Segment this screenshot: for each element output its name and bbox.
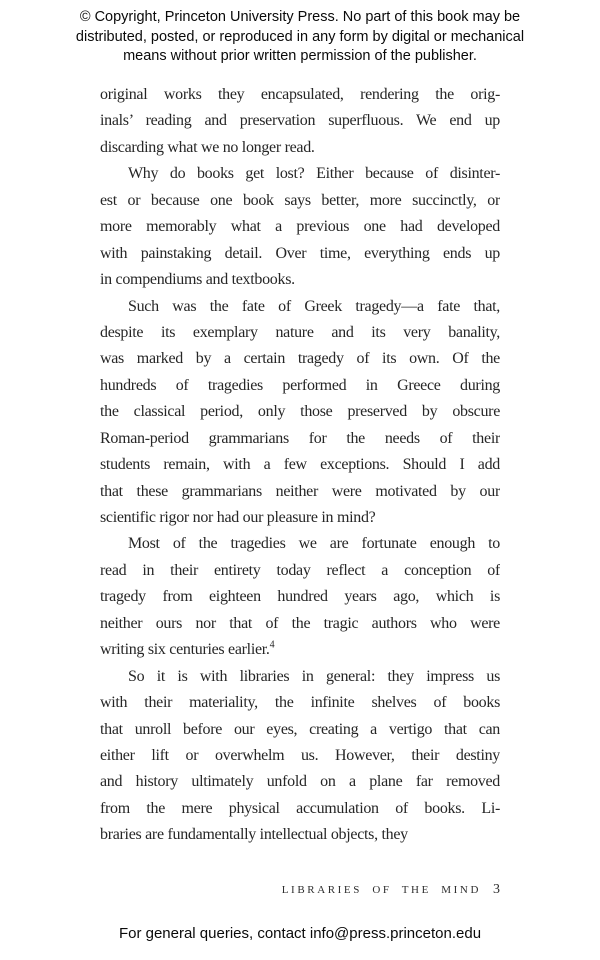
text-line: original works they encapsulated, rendering the orig-	[100, 86, 500, 103]
body-text	[100, 82, 500, 849]
text-line: that unroll before our eyes, creating a vertigo that can	[100, 720, 500, 738]
text-line: either lift or overwhelm us. However, their destiny	[100, 746, 500, 764]
text-line: neither ours nor that of the tragic authors who were	[100, 614, 500, 632]
text-line: writing six centuries earlier.$^4$	[100, 639, 275, 659]
text-line: Why do books get lost? Either because of disinter-	[128, 165, 500, 183]
text-line: in compendiums and textbooks.	[100, 271, 295, 289]
text-line: with their materiality, the infinite shelves of books	[100, 694, 500, 712]
text-line: inals’ reading and preservation superfluous. We end up	[100, 112, 500, 130]
footnote-reference: 4	[269, 639, 275, 651]
text-line: scientific rigor nor had our pleasure in mind?	[100, 509, 376, 526]
paragraph	[100, 664, 500, 849]
text-line: read in their entirety today reflect a conception of	[100, 561, 500, 579]
text-line: Most of the tragedies we are fortunate enough to	[128, 535, 500, 553]
text-line: was marked by a certain tragedy of its own. Of the	[100, 350, 500, 368]
paragraph	[100, 294, 500, 532]
text-line: braries are fundamentally intellectual objects, they	[100, 826, 408, 844]
paragraph	[100, 161, 500, 293]
text-line: Roman-period grammarians for the needs of their	[100, 429, 500, 447]
text-line: discarding what we no longer read.	[100, 138, 315, 156]
text-line: Such was the fate of Greek tragedy—a fate that,	[128, 297, 500, 315]
text-line: that these grammarians neither were motivated by our	[100, 482, 500, 500]
text-line: and history ultimately unfold on a plane far removed	[100, 773, 500, 791]
text-line: tragedy from eighteen hundred years ago, which is	[100, 588, 500, 606]
text-line: despite its exemplary nature and its very banality,	[100, 323, 500, 341]
running-footer	[100, 880, 500, 898]
copyright-line: © Copyright, Princeton University Press. No part of this book may be	[79, 9, 521, 25]
text-line: est or because one book says better, more succinctly, or	[100, 191, 500, 209]
text-line: hundreds of tragedies performed in Greece during	[100, 376, 500, 394]
footer-query: For general queries, contact info@press.princeton.edu	[118, 925, 482, 942]
text-line: students remain, with a few exceptions. Should I add	[100, 456, 500, 474]
page-number: 3	[493, 882, 500, 897]
running-footer-title: LIBRARIES OF THE MIND	[281, 884, 481, 896]
text-line: So it is with libraries in general: they impress us	[128, 667, 500, 685]
paragraph	[100, 531, 500, 663]
text-line: with painstaking detail. Over time, everything ends up	[100, 244, 500, 262]
paragraph	[100, 82, 500, 161]
copyright-line: means without prior written permission of the publisher.	[123, 48, 477, 64]
text-line: the classical period, only those preserved by obscure	[100, 403, 500, 421]
text-line: from the mere physical accumulation of books. Li-	[100, 799, 500, 817]
copyright-line: distributed, posted, or reproduced in any form by digital or mechanical	[75, 28, 525, 45]
copyright-notice	[0, 8, 600, 67]
text-line: more memorably what a previous one had developed	[100, 218, 500, 236]
